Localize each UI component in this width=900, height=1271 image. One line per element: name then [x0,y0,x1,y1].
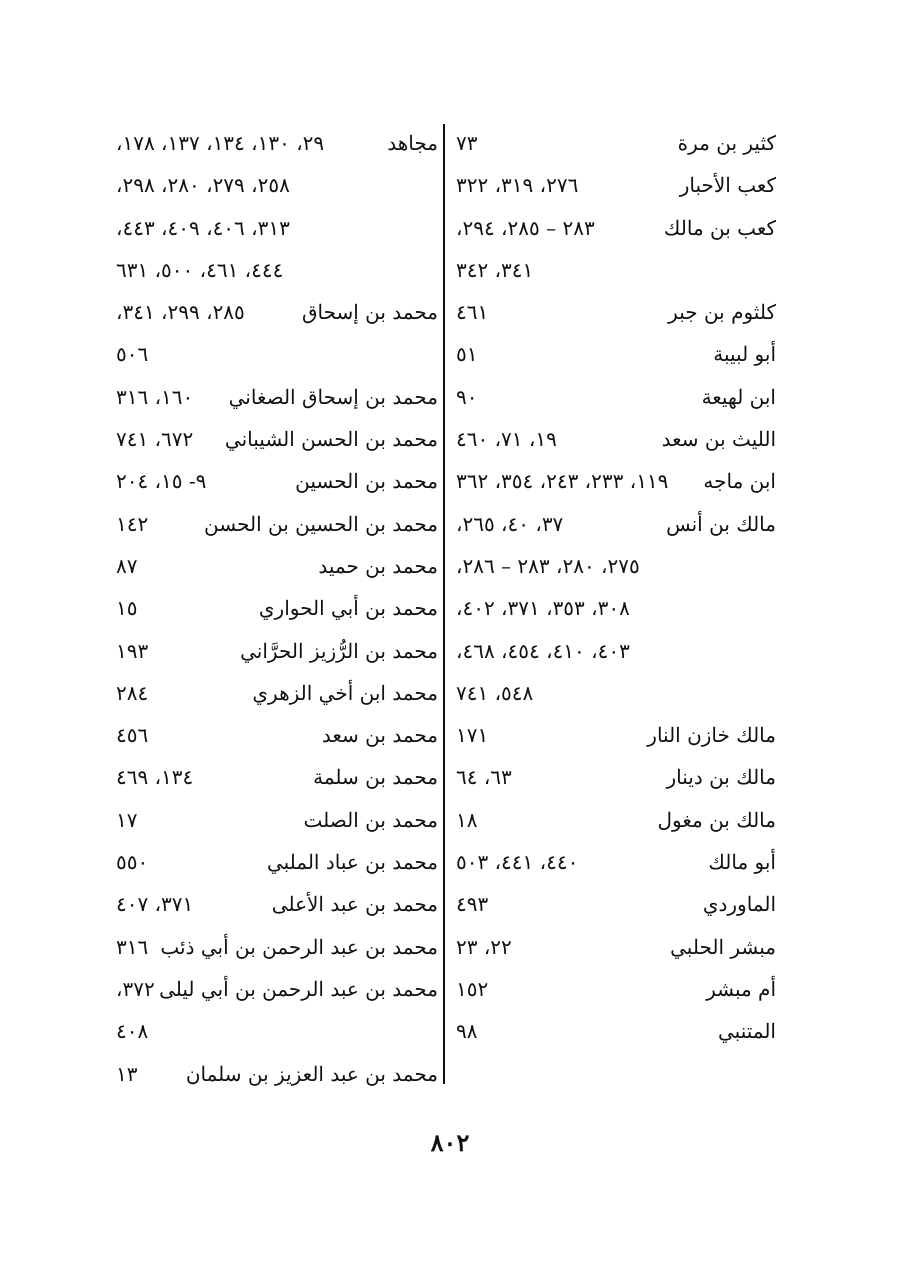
entry-name: محمد بن الصلت [303,807,438,832]
index-entry [456,333,776,375]
entry-page-refs: ١٧١ [456,723,489,748]
entry-name: مجاهد [387,131,438,155]
entry-name: محمد بن أبي الحواري [258,596,438,621]
index-entry [116,1053,438,1095]
entry-page-refs: ١١٩، ٢٣٣، ٢٤٣، ٣٥٤، ٣٦٢ [456,469,669,494]
entry-page-refs: ٣١٦ [116,934,149,959]
entry-page-refs: ٩٠ [456,384,478,409]
entry-page-refs-continued: ٤٤٤، ٤٦١، ٥٠٠، ٦٣١ [116,257,284,282]
entry-name: كعب الأحبار [679,173,776,198]
index-entry [456,926,776,968]
entry-page-refs: ٢٨٤ [116,680,149,705]
index-entry [116,587,438,629]
entry-page-refs-continued: ٣٠٨، ٣٥٣، ٣٧١، ٤٠٢، [456,596,630,621]
entry-page-refs: ٥١ [456,342,478,367]
index-entry [456,503,776,545]
entry-page-refs: ١٣٤، ٤٦٩ [116,765,194,790]
index-entry [116,460,438,502]
entry-page-refs-continued: ٣١٣، ٤٠٦، ٤٠٩، ٤٤٣، [116,215,290,240]
index-entry [116,756,438,798]
entry-name: محمد بن حميد [318,553,438,578]
index-entry [456,249,776,291]
index-entry [456,714,776,756]
index-entry [456,799,776,841]
index-entry [116,841,438,883]
entry-name: محمد بن سلمة [313,765,438,790]
entry-page-refs: ٩- ١٥، ٢٠٤ [116,469,207,494]
index-entry [116,799,438,841]
entry-name: ابن ماجه [703,469,776,494]
entry-name: مالك بن مغول [657,807,776,832]
entry-page-refs: ٧٣ [456,131,478,155]
index-entry [116,545,438,587]
entry-page-refs: ٢٩، ١٣٠، ١٣٤، ١٣٧، ١٧٨، [116,131,325,155]
entry-page-refs: ٢٧٦، ٣١٩، ٣٢٢ [456,173,579,198]
entry-page-refs: ٦٣، ٦٤ [456,765,512,790]
entry-page-refs: ٤٩٣ [456,892,489,917]
entry-page-refs: ١٥ [116,596,138,621]
entry-name: محمد بن عبد العزيز بن سلمان [185,1061,438,1086]
entry-name: أبو لبيبة [713,342,776,367]
index-entry [456,545,776,587]
entry-page-refs-continued: ٢٧٥، ٢٨٠، ٢٨٣ – ٢٨٦، [456,553,640,578]
index-entry [456,883,776,925]
index-entry [456,164,776,206]
entry-name: الليث بن سعد [661,427,776,452]
entry-page-refs: ٤٥٦ [116,723,149,748]
index-entry [456,122,776,164]
index-entry [116,503,438,545]
index-entry [456,418,776,460]
entry-name: مالك بن أنس [666,511,776,536]
entry-name: محمد بن إسحاق الصغاني [228,384,438,409]
entry-name: المتنبي [718,1019,776,1044]
index-entry [116,630,438,672]
index-entry [116,333,438,375]
entry-page-refs: ١٣ [116,1061,138,1086]
right-index-column [456,122,776,1053]
entry-page-refs: ٥٥٠ [116,850,149,875]
entry-page-refs: ٩٨ [456,1019,478,1044]
index-entry [116,376,438,418]
entry-name: الماوردي [702,892,776,917]
entry-page-refs: ٦٧٢، ٧٤١ [116,427,194,452]
entry-name: محمد بن الحسين [295,469,438,494]
entry-name: محمد ابن أخي الزهري [252,680,438,705]
entry-name: كلثوم بن جبر [668,300,776,325]
entry-page-refs-continued: ٥٤٨، ٧٤١ [456,680,534,705]
entry-name: محمد بن عبد الأعلى [271,892,438,917]
index-entry [456,291,776,333]
entry-name: محمد بن عبد الرحمن بن أبي ذئب [160,934,438,959]
entry-page-refs: ١٩، ٧١، ٤٦٠ [456,427,557,452]
entry-name: كعب بن مالك [663,215,776,240]
entry-page-refs-continued: ٤٠٣، ٤١٠، ٤٥٤، ٤٦٨، [456,638,630,663]
page-number: ٨٠٢ [430,1128,470,1157]
index-entry [456,587,776,629]
entry-page-refs: ٢٢، ٢٣ [456,934,512,959]
column-divider [443,124,445,1084]
index-entry [116,968,438,1010]
entry-name: محمد بن سعد [321,723,438,748]
entry-name: محمد بن الرُّزيز الحرَّاني [240,638,438,663]
entry-name: أبو مالك [708,850,776,875]
entry-page-refs: ٤٦١ [456,300,489,325]
entry-page-refs: ١٩٣ [116,638,149,663]
entry-name: مالك بن دينار [666,765,776,790]
entry-name: محمد بن عباد الملبي [266,850,438,875]
entry-page-refs: ٢٨٣ – ٢٨٥، ٢٩٤، [456,215,595,240]
entry-page-refs: ٣٧، ٤٠، ٢٦٥، [456,511,564,536]
entry-page-refs: ١٤٢ [116,511,149,536]
index-entry [116,291,438,333]
index-entry [116,164,438,206]
entry-page-refs: ١٧ [116,807,138,832]
entry-page-refs: ١٦٠، ٣١٦ [116,384,194,409]
index-entry [116,672,438,714]
entry-name: أم مبشر [706,976,776,1001]
entry-page-refs: ١٥٢ [456,976,489,1001]
entry-page-refs: ٨٧ [116,553,138,578]
index-entry [116,122,438,164]
index-entry [116,926,438,968]
entry-name: ابن لهيعة [701,384,776,409]
index-entry [456,460,776,502]
index-entry [116,207,438,249]
entry-page-refs-continued: ٤٠٨ [116,1019,149,1044]
entry-page-refs-continued: ٣٤١، ٣٤٢ [456,257,534,282]
index-entry [456,630,776,672]
entry-page-refs-continued: ٥٠٦ [116,342,149,367]
index-entry [456,968,776,1010]
entry-name: كثير بن مرة [677,131,776,155]
left-index-column [116,122,438,1095]
index-entry [116,1010,438,1052]
entry-name: مالك خازن النار [647,723,776,748]
entry-page-refs: ٢٨٥، ٢٩٩، ٣٤١، [116,300,245,325]
entry-name: محمد بن عبد الرحمن بن أبي ليلى [159,976,438,1001]
index-entry [456,376,776,418]
index-entry [456,756,776,798]
entry-page-refs: ٣٧٢، [116,976,155,1001]
index-entry [116,714,438,756]
entry-page-refs-continued: ٢٥٨، ٢٧٩، ٢٨٠، ٢٩٨، [116,173,290,198]
entry-page-refs: ١٨ [456,807,478,832]
index-entry [116,249,438,291]
index-entry [456,207,776,249]
index-entry [456,1010,776,1052]
index-entry [456,672,776,714]
index-entry [456,841,776,883]
entry-name: مبشر الحلبي [670,934,776,959]
index-entry [116,883,438,925]
entry-name: محمد بن الحسين بن الحسن [204,511,438,536]
entry-page-refs: ٤٤٠، ٤٤١، ٥٠٣ [456,850,579,875]
entry-name: محمد بن الحسن الشيباني [224,427,438,452]
entry-page-refs: ٣٧١، ٤٠٧ [116,892,194,917]
entry-name: محمد بن إسحاق [301,300,438,325]
index-entry [116,418,438,460]
